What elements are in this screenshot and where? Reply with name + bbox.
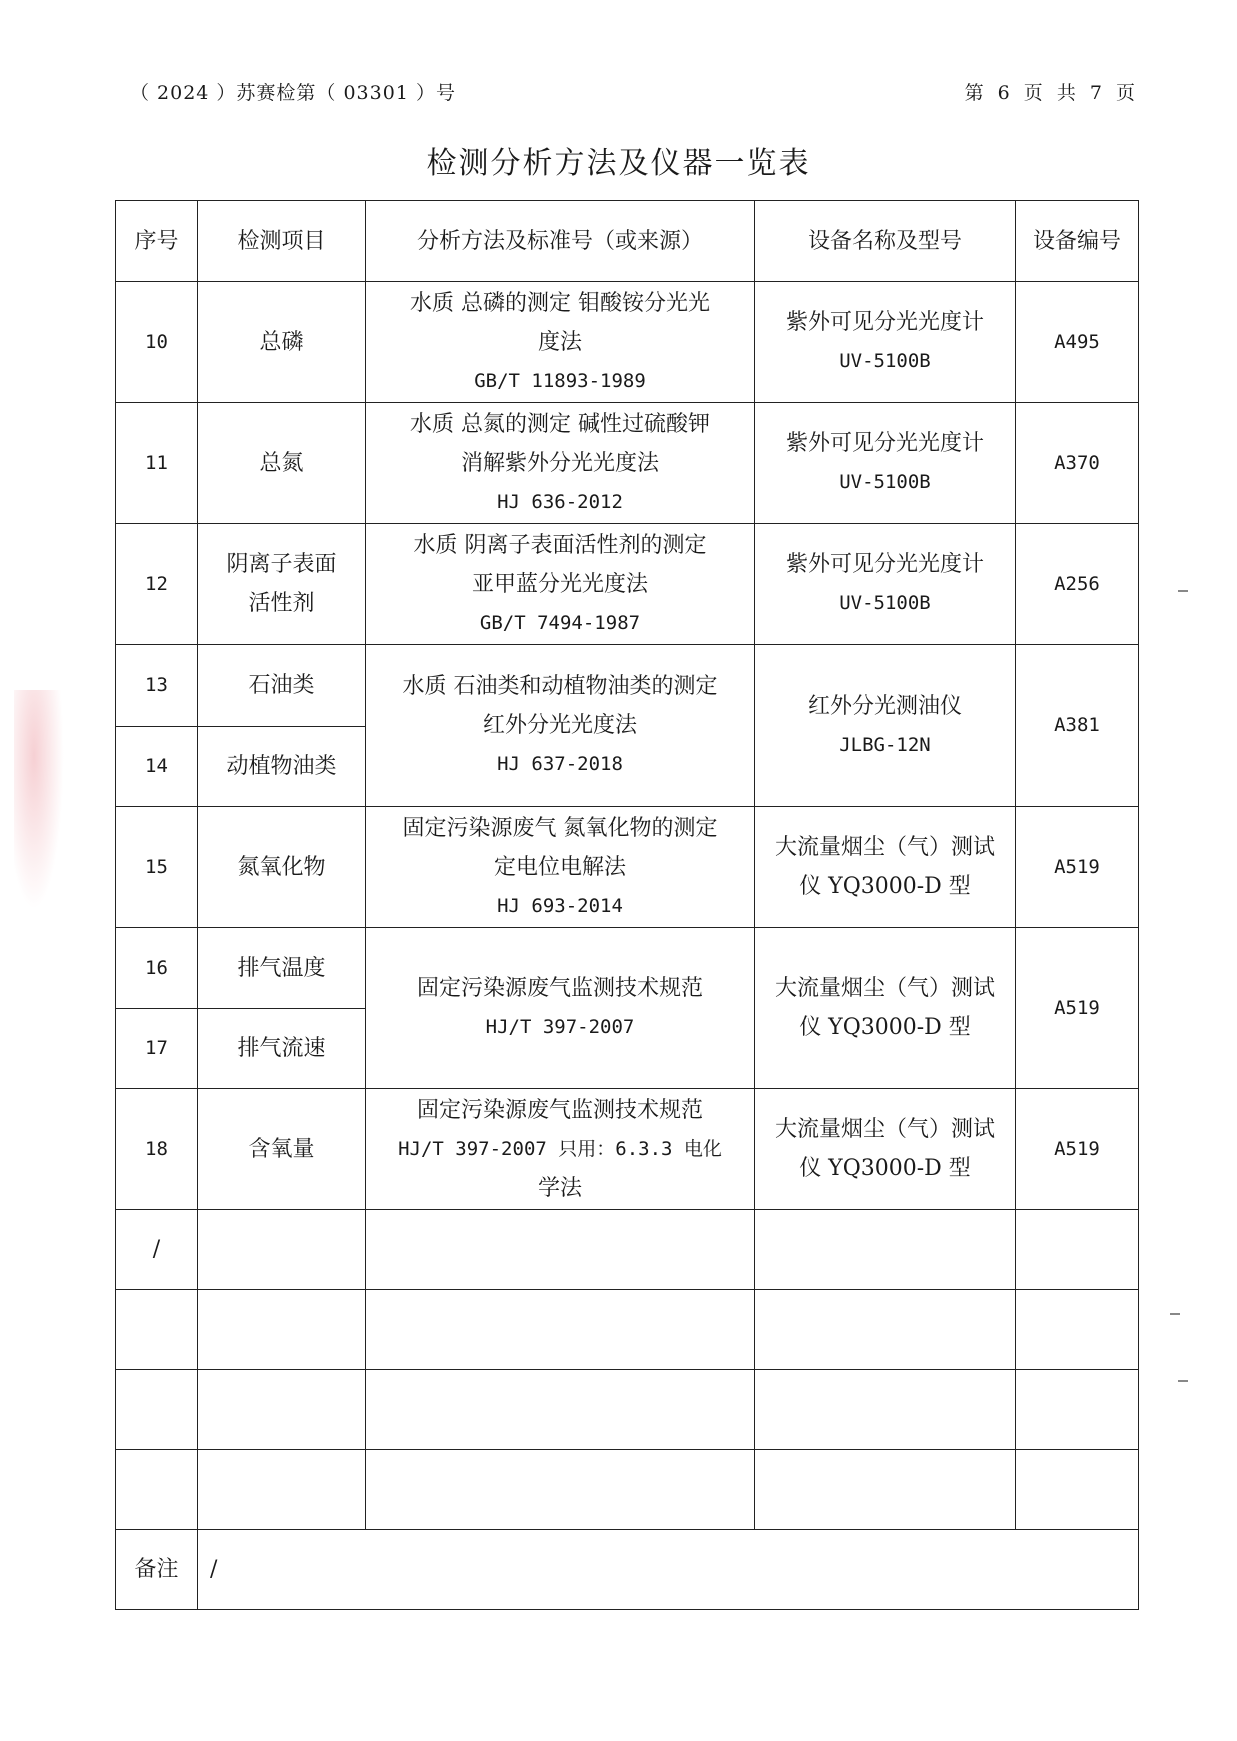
row-no: 11 (116, 403, 198, 524)
row-device (755, 645, 1016, 807)
method-line: 水质 石油类和动植物油类的测定 (402, 674, 718, 699)
table-row (116, 403, 1139, 524)
row-item: 氮氧化物 (198, 807, 366, 928)
remark-label: 备注 (116, 1530, 198, 1610)
method-standard: GB/T 7494-1987 (479, 611, 641, 634)
method-line: 水质 阴离子表面活性剂的测定 (413, 532, 707, 558)
method-instrument-table (115, 200, 1139, 1610)
scan-speck (1170, 1313, 1180, 1315)
seal-stamp-fragment (14, 690, 64, 910)
row-item: 总磷 (198, 282, 366, 403)
method-standard: HJ/T 397-2007 (485, 1016, 635, 1038)
device-line: 仪 YQ3000-D 型 (799, 1156, 971, 1181)
row-method (366, 524, 755, 645)
row-device-id: A495 (1016, 282, 1139, 403)
report-number: （ 2024 ）苏赛检第（ 03301 ）号 (130, 82, 456, 104)
device-line: 仪 YQ3000-D 型 (799, 1015, 971, 1040)
remark-row (116, 1530, 1139, 1610)
method-line: 固定污染源废气 氮氧化物的测定 (402, 815, 718, 841)
table-row-empty (116, 1290, 1139, 1370)
row-item: 排气温度 (198, 928, 366, 1009)
table-row-empty (116, 1450, 1139, 1530)
device-line: 大流量烟尘（气）测试 (774, 1117, 995, 1142)
row-item: 动植物油类 (198, 727, 366, 807)
table-row (116, 524, 1139, 645)
row-method (366, 645, 755, 807)
method-line: 红外分光光度法 (482, 713, 637, 738)
row-no: 10 (116, 282, 198, 403)
table-row (116, 645, 1139, 727)
row-no: 13 (116, 645, 198, 727)
row-device-id: A519 (1016, 1089, 1139, 1210)
row-no: 17 (116, 1009, 198, 1089)
device-name: 紫外可见分光光度计 (785, 431, 984, 456)
method-line: 水质 总氮的测定 碱性过硫酸钾 (410, 411, 710, 437)
row-item: 含氧量 (198, 1089, 366, 1210)
row-method (366, 928, 755, 1089)
row-item: 石油类 (198, 645, 366, 727)
page-title: 检测分析方法及仪器一览表 (426, 146, 811, 181)
device-model: UV-5100B (839, 592, 931, 614)
method-line: HJ/T 397-2007 只用：6.3.3 电化 (398, 1137, 722, 1160)
row-device (755, 1089, 1016, 1210)
row-device (755, 282, 1016, 403)
row-method (366, 807, 755, 928)
method-standard: GB/T 11893-1989 (474, 369, 646, 392)
col-header-no: 序号 (116, 201, 198, 282)
device-line: 大流量烟尘（气）测试 (774, 835, 995, 860)
scan-speck (1178, 590, 1188, 592)
device-line: 大流量烟尘（气）测试 (774, 976, 995, 1001)
row-method (366, 403, 755, 524)
row-method (366, 282, 755, 403)
row-device-id: A381 (1016, 645, 1139, 807)
row-item: 总氮 (198, 403, 366, 524)
row-device (755, 403, 1016, 524)
row-device (755, 928, 1016, 1089)
method-line: 学法 (537, 1175, 582, 1201)
method-line: 度法 (537, 329, 582, 355)
method-line: 固定污染源废气监测技术规范 (416, 1097, 703, 1123)
method-standard: HJ 637-2018 (497, 753, 623, 775)
row-no: / (116, 1210, 198, 1290)
row-device (755, 524, 1016, 645)
row-device-id: A519 (1016, 807, 1139, 928)
table-row (116, 1089, 1139, 1210)
table-header-row (116, 201, 1139, 282)
scan-speck (1178, 1380, 1188, 1382)
device-model: UV-5100B (839, 471, 931, 493)
table-row (116, 807, 1139, 928)
col-header-device: 设备名称及型号 (755, 201, 1016, 282)
device-name: 紫外可见分光光度计 (785, 310, 984, 335)
item-line: 活性剂 (248, 591, 315, 616)
row-no: 18 (116, 1089, 198, 1210)
page-info: 第 6 页 共 7 页 (964, 82, 1139, 104)
row-item: 排气流速 (198, 1009, 366, 1089)
method-line: 亚甲蓝分光光度法 (471, 571, 648, 597)
row-device (755, 807, 1016, 928)
col-header-method: 分析方法及标准号（或来源） (366, 201, 755, 282)
row-device-id: A256 (1016, 524, 1139, 645)
device-line: 仪 YQ3000-D 型 (799, 874, 971, 899)
row-no: 16 (116, 928, 198, 1009)
table-row-empty (116, 1210, 1139, 1290)
device-name: 红外分光测油仪 (807, 693, 962, 719)
method-standard: HJ 693-2014 (497, 894, 623, 917)
row-method (366, 1089, 755, 1210)
device-model: UV-5100B (839, 350, 931, 372)
remark-value: / (198, 1530, 1139, 1610)
method-line: 定电位电解法 (493, 854, 626, 880)
row-no: 12 (116, 524, 198, 645)
table-row (116, 928, 1139, 1009)
col-header-device-id: 设备编号 (1016, 201, 1139, 282)
row-no: 14 (116, 727, 198, 807)
method-standard: HJ 636-2012 (497, 490, 623, 513)
row-device-id: A370 (1016, 403, 1139, 524)
col-header-item: 检测项目 (198, 201, 366, 282)
row-no: 15 (116, 807, 198, 928)
device-name: 紫外可见分光光度计 (785, 552, 984, 577)
device-model: JLBG-12N (839, 733, 931, 756)
item-line: 阴离子表面 (226, 552, 337, 577)
row-device-id: A519 (1016, 928, 1139, 1089)
method-line: 消解紫外分光光度法 (460, 450, 659, 476)
table-row (116, 282, 1139, 403)
row-item (198, 524, 366, 645)
method-line: 固定污染源废气监测技术规范 (416, 976, 703, 1001)
table-row-empty (116, 1370, 1139, 1450)
method-line: 水质 总磷的测定 钼酸铵分光光 (410, 290, 710, 316)
